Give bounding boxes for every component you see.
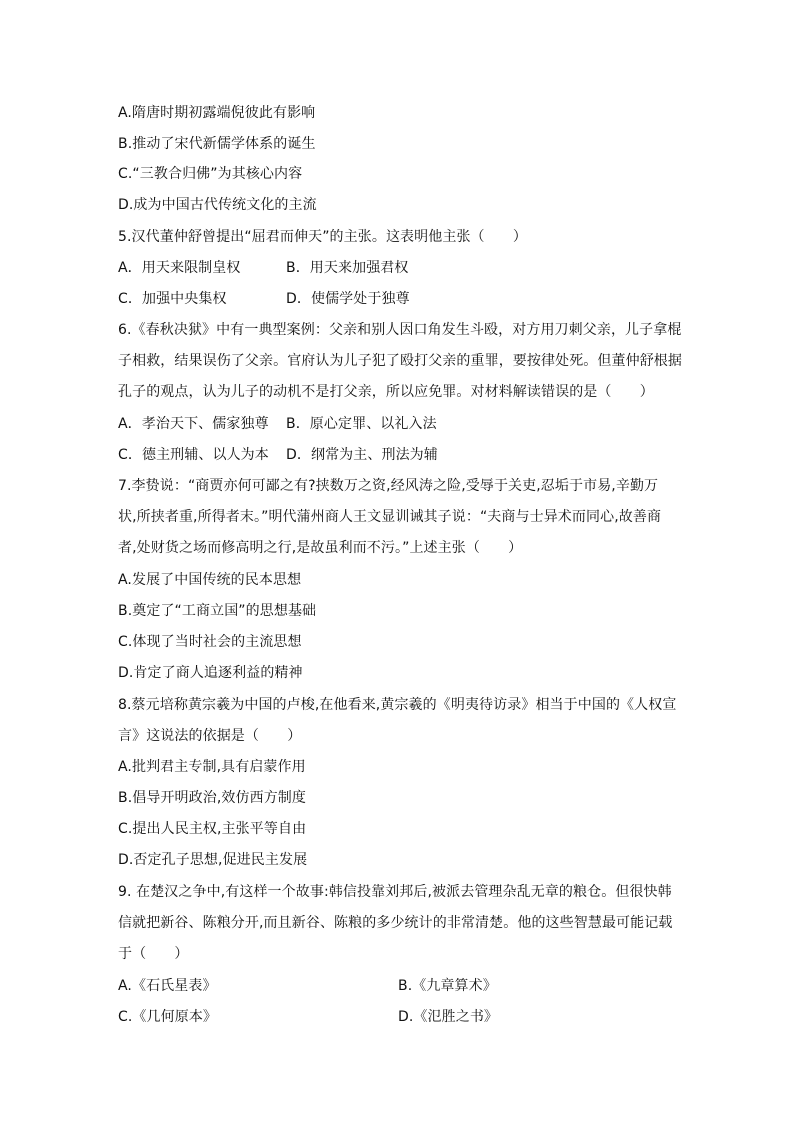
- option-a: A．用天来限制皇权: [118, 260, 241, 276]
- option-b: B.推动了宋代新儒学体系的诞生: [118, 136, 316, 152]
- option-a: A．孝治天下、儒家独尊: [118, 416, 269, 432]
- question-stem-line: 状,所挟者重,所得者末。”明代蒲州商人王文显训诫其子说：“夫商与士异术而同心,故善商: [118, 509, 662, 525]
- option-c: C.“三教合归佛”为其核心内容: [118, 166, 303, 182]
- question-stem-line: 6.《春秋决狱》中有一典型案例：父亲和别人因口角发生斗殴，对方用刀刺父亲，儿子拿棍: [118, 322, 682, 338]
- option-a: A.隋唐时期初露端倪彼此有影响: [118, 105, 316, 121]
- question-stem-line: 7.李贽说：“商贾亦何可鄙之有?挟数万之资,经风涛之险,受辱于关吏,忍垢于市易,辛勤万: [118, 478, 659, 494]
- question-stem: 5.汉代董仲舒曾提出“屈君而伸天”的主张。这表明他主张（ ）: [118, 229, 527, 245]
- option-b: B．原心定罪、以礼入法: [286, 416, 437, 432]
- question-stem-line: 9. 在楚汉之争中,有这样一个故事:韩信投靠刘邦后,被派去管理杂乱无章的粮仓。但很快韩: [118, 884, 672, 900]
- question-stem-line: 子相救，结果误伤了父亲。官府认为儿子犯了殴打父亲的重罪，要按律处死。但董仲舒根据: [118, 353, 682, 369]
- option-c: C．加强中央集权: [118, 291, 227, 307]
- option-d: D．纲常为主、刑法为辅: [286, 447, 438, 463]
- option-a: A.批判君主专制,具有启蒙作用: [118, 759, 306, 775]
- option-d: D．使儒学处于独尊: [286, 291, 410, 307]
- option-b: B.奠定了“工商立国”的思想基础: [118, 603, 317, 619]
- option-d: D.《氾胜之书》: [398, 1009, 499, 1025]
- option-c: C.提出人民主权,主张平等自由: [118, 821, 307, 837]
- option-a: A.《石氏星表》: [118, 978, 217, 994]
- option-b: B.《九章算术》: [398, 978, 497, 994]
- option-c: C.体现了当时社会的主流思想: [118, 634, 302, 650]
- option-b: B．用天来加强君权: [286, 260, 409, 276]
- question-stem-line: 于（ ）: [118, 946, 189, 962]
- question-stem-line: 8.蔡元培称黄宗羲为中国的卢梭,在他看来,黄宗羲的《明夷待访录》相当于中国的《人权宣: [118, 697, 677, 713]
- option-c: C.《几何原本》: [118, 1009, 218, 1025]
- option-d: D.否定孔子思想,促进民主发展: [118, 852, 308, 868]
- option-d: D.肯定了商人追逐利益的精神: [118, 665, 303, 681]
- question-stem-line: 者,处财货之场而修高明之行,是故虽利而不污。”上述主张（ ）: [118, 540, 523, 556]
- option-c: C．德主刑辅、以人为本: [118, 447, 269, 463]
- question-stem-line: 言》这说法的依据是（ ）: [118, 728, 302, 744]
- option-a: A.发展了中国传统的民本思想: [118, 572, 302, 588]
- option-b: B.倡导开明政治,效仿西方制度: [118, 790, 307, 806]
- option-d: D.成为中国古代传统文化的主流: [118, 197, 317, 213]
- question-stem-line: 信就把新谷、陈粮分开,而且新谷、陈粮的多少统计的非常清楚。他的这些智慧最可能记载: [118, 915, 673, 931]
- question-stem-line: 孔子的观点，认为儿子的动机不是打父亲，所以应免罪。对材料解读错误的是（ ）: [118, 384, 654, 400]
